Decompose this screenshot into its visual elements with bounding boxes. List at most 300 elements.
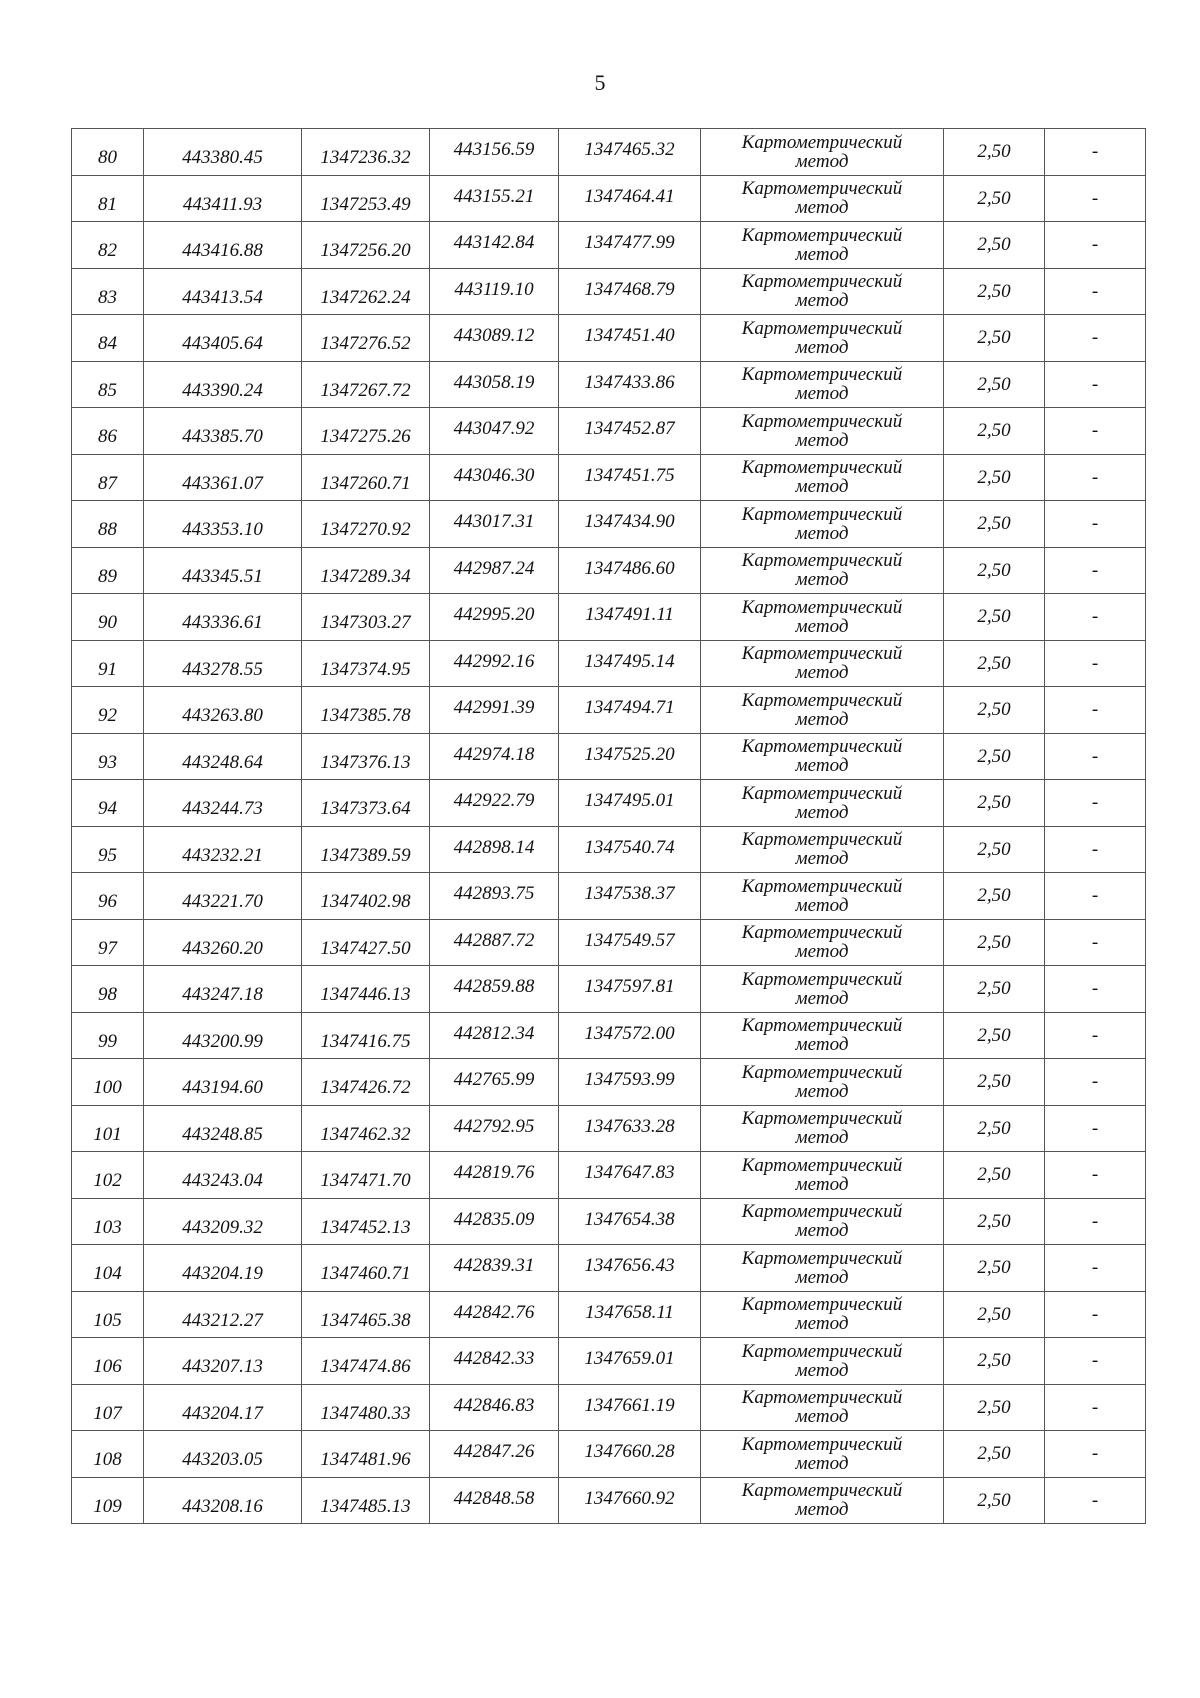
- y2-value: 1347495.01: [584, 790, 675, 812]
- description-cell: [1045, 361, 1146, 408]
- y2-cell: [559, 361, 701, 408]
- accuracy-value: 2,50: [977, 187, 1011, 209]
- accuracy-cell: [944, 733, 1045, 780]
- description-cell: [1045, 454, 1146, 501]
- x1-value: 443405.64: [182, 333, 263, 355]
- accuracy-cell: [944, 1198, 1045, 1245]
- accuracy-value: 2,50: [977, 559, 1011, 581]
- x1-cell: [144, 1431, 302, 1478]
- method-line1: Картометрический: [741, 1061, 903, 1083]
- method-line1: Картометрический: [741, 1108, 903, 1130]
- x1-value: 443244.73: [182, 798, 263, 820]
- table-row: [72, 408, 1146, 455]
- accuracy-cell: [944, 1152, 1045, 1199]
- accuracy-value: 2,50: [977, 1210, 1011, 1232]
- y1-value: 1347253.49: [320, 193, 411, 215]
- x1-value: 443200.99: [182, 1030, 263, 1052]
- x2-cell: [430, 547, 559, 594]
- method-line1: Картометрический: [741, 1201, 903, 1223]
- method-cell: [701, 733, 944, 780]
- description-value: -: [1091, 1303, 1099, 1325]
- x1-cell: [144, 1152, 302, 1199]
- table-row: [72, 547, 1146, 594]
- accuracy-cell: [944, 454, 1045, 501]
- accuracy-cell: [944, 1105, 1045, 1152]
- x1-value: 443203.05: [182, 1449, 263, 1471]
- table-row: [72, 1431, 1146, 1478]
- table-row: [72, 733, 1146, 780]
- description-value: -: [1091, 792, 1099, 814]
- y1-cell: [302, 826, 430, 873]
- x2-value: 443058.19: [453, 371, 535, 393]
- y1-value: 1347303.27: [320, 612, 411, 634]
- y1-cell: [302, 1245, 430, 1292]
- accuracy-cell: [944, 594, 1045, 641]
- point-number: 97: [98, 937, 117, 959]
- x1-value: 443260.20: [182, 937, 263, 959]
- y1-cell: [302, 1059, 430, 1106]
- method-line1: Картометрический: [741, 782, 903, 804]
- x2-cell: [430, 1198, 559, 1245]
- x1-value: 443243.04: [182, 1170, 263, 1192]
- y1-value: 1347270.92: [320, 519, 411, 541]
- y2-cell: [559, 640, 701, 687]
- method-line2: метод: [795, 1127, 849, 1149]
- method-line1: Картометрический: [741, 689, 903, 711]
- point-number: 83: [98, 286, 117, 308]
- table-row: [72, 1152, 1146, 1199]
- method-cell: [701, 594, 944, 641]
- x2-cell: [430, 1431, 559, 1478]
- accuracy-value: 2,50: [977, 978, 1011, 1000]
- description-value: -: [1091, 1257, 1099, 1279]
- method-line1: Картометрический: [741, 829, 903, 851]
- x2-value: 442974.18: [453, 743, 535, 765]
- method-line1: Картометрический: [741, 503, 903, 525]
- method-line1: Картометрический: [741, 1480, 903, 1502]
- y1-value: 1347427.50: [320, 937, 411, 959]
- method-line2: метод: [795, 1359, 849, 1381]
- y2-cell: [559, 129, 701, 176]
- y1-cell: [302, 1198, 430, 1245]
- description-cell: [1045, 1198, 1146, 1245]
- accuracy-value: 2,50: [977, 1443, 1011, 1465]
- description-value: -: [1091, 1164, 1099, 1186]
- method-line2: метод: [795, 941, 849, 963]
- accuracy-value: 2,50: [977, 1489, 1011, 1511]
- method-line2: метод: [795, 755, 849, 777]
- table-row: [72, 919, 1146, 966]
- method-line2: метод: [795, 197, 849, 219]
- description-value: -: [1091, 1396, 1099, 1418]
- point-number: 93: [98, 751, 117, 773]
- point-number-cell: [72, 1338, 144, 1385]
- table-row: [72, 454, 1146, 501]
- y2-value: 1347661.19: [584, 1394, 675, 1416]
- y2-value: 1347647.83: [584, 1162, 675, 1184]
- accuracy-cell: [944, 873, 1045, 920]
- x2-cell: [430, 594, 559, 641]
- accuracy-value: 2,50: [977, 373, 1011, 395]
- y2-cell: [559, 780, 701, 827]
- table-row: [72, 1384, 1146, 1431]
- y1-cell: [302, 547, 430, 594]
- accuracy-cell: [944, 547, 1045, 594]
- description-value: -: [1091, 699, 1099, 721]
- x2-value: 442792.95: [453, 1115, 535, 1137]
- method-line2: метод: [795, 150, 849, 172]
- x1-value: 443204.19: [182, 1263, 263, 1285]
- accuracy-value: 2,50: [977, 327, 1011, 349]
- x1-cell: [144, 268, 302, 315]
- description-cell: [1045, 966, 1146, 1013]
- point-number-cell: [72, 640, 144, 687]
- point-number-cell: [72, 966, 144, 1013]
- method-line1: Картометрический: [741, 410, 903, 432]
- accuracy-value: 2,50: [977, 420, 1011, 442]
- x1-cell: [144, 733, 302, 780]
- x1-value: 443212.27: [182, 1309, 263, 1331]
- method-line2: метод: [795, 383, 849, 405]
- x2-cell: [430, 733, 559, 780]
- x1-value: 443278.55: [182, 658, 263, 680]
- x2-cell: [430, 1291, 559, 1338]
- y1-cell: [302, 1012, 430, 1059]
- x2-value: 442842.33: [453, 1348, 535, 1370]
- table-row: [72, 873, 1146, 920]
- accuracy-value: 2,50: [977, 280, 1011, 302]
- x1-cell: [144, 1012, 302, 1059]
- point-number: 102: [93, 1170, 122, 1192]
- method-line2: метод: [795, 336, 849, 358]
- description-cell: [1045, 1012, 1146, 1059]
- description-cell: [1045, 1291, 1146, 1338]
- method-line2: метод: [795, 429, 849, 451]
- description-value: -: [1091, 187, 1099, 209]
- method-line1: Картометрический: [741, 364, 903, 386]
- y1-value: 1347480.33: [320, 1402, 411, 1424]
- table-row: [72, 361, 1146, 408]
- method-cell: [701, 1105, 944, 1152]
- x1-cell: [144, 175, 302, 222]
- accuracy-value: 2,50: [977, 652, 1011, 674]
- point-number: 94: [98, 798, 117, 820]
- accuracy-value: 2,50: [977, 606, 1011, 628]
- y2-value: 1347549.57: [584, 929, 675, 951]
- method-line1: Картометрический: [741, 224, 903, 246]
- x2-value: 442842.76: [453, 1301, 535, 1323]
- description-value: -: [1091, 885, 1099, 907]
- method-line1: Картометрический: [741, 271, 903, 293]
- x2-value: 442847.26: [453, 1441, 535, 1463]
- point-number-cell: [72, 1245, 144, 1292]
- point-number: 84: [98, 333, 117, 355]
- method-line1: Картометрический: [741, 131, 903, 153]
- x1-cell: [144, 966, 302, 1013]
- x1-cell: [144, 1291, 302, 1338]
- table-body: [72, 129, 1146, 1524]
- y2-value: 1347658.11: [585, 1301, 674, 1323]
- accuracy-cell: [944, 361, 1045, 408]
- description-value: -: [1091, 466, 1099, 488]
- y2-value: 1347465.32: [584, 139, 675, 161]
- point-number-cell: [72, 268, 144, 315]
- y1-value: 1347376.13: [320, 751, 411, 773]
- method-line2: метод: [795, 848, 849, 870]
- description-cell: [1045, 1477, 1146, 1524]
- point-number-cell: [72, 361, 144, 408]
- accuracy-cell: [944, 129, 1045, 176]
- point-number: 87: [98, 472, 117, 494]
- y2-cell: [559, 1291, 701, 1338]
- accuracy-value: 2,50: [977, 1257, 1011, 1279]
- y1-cell: [302, 966, 430, 1013]
- description-value: -: [1091, 606, 1099, 628]
- y2-value: 1347540.74: [584, 836, 675, 858]
- accuracy-cell: [944, 1384, 1045, 1431]
- description-value: -: [1091, 327, 1099, 349]
- y1-cell: [302, 733, 430, 780]
- description-value: -: [1091, 652, 1099, 674]
- y1-cell: [302, 1291, 430, 1338]
- y1-value: 1347256.20: [320, 240, 411, 262]
- x2-cell: [430, 268, 559, 315]
- y2-cell: [559, 1431, 701, 1478]
- method-line2: метод: [795, 569, 849, 591]
- y1-cell: [302, 1105, 430, 1152]
- table-row: [72, 1291, 1146, 1338]
- description-value: -: [1091, 420, 1099, 442]
- method-line2: метод: [795, 522, 849, 544]
- y2-value: 1347494.71: [584, 697, 675, 719]
- description-cell: [1045, 1245, 1146, 1292]
- y2-value: 1347452.87: [584, 418, 675, 440]
- x2-cell: [430, 501, 559, 548]
- description-value: -: [1091, 978, 1099, 1000]
- description-value: -: [1091, 280, 1099, 302]
- point-number-cell: [72, 1152, 144, 1199]
- description-value: -: [1091, 141, 1099, 163]
- x2-cell: [430, 315, 559, 362]
- y1-value: 1347373.64: [320, 798, 411, 820]
- method-cell: [701, 687, 944, 734]
- point-number: 85: [98, 379, 117, 401]
- accuracy-value: 2,50: [977, 1071, 1011, 1093]
- point-number-cell: [72, 1198, 144, 1245]
- x2-value: 442987.24: [453, 557, 535, 579]
- y1-cell: [302, 408, 430, 455]
- description-value: -: [1091, 234, 1099, 256]
- x1-cell: [144, 222, 302, 269]
- method-line1: Картометрический: [741, 875, 903, 897]
- method-line2: метод: [795, 987, 849, 1009]
- table-row: [72, 640, 1146, 687]
- x2-value: 442812.34: [453, 1022, 535, 1044]
- accuracy-cell: [944, 687, 1045, 734]
- x1-value: 443248.85: [182, 1123, 263, 1145]
- y2-cell: [559, 873, 701, 920]
- y2-cell: [559, 547, 701, 594]
- y2-value: 1347597.81: [584, 976, 675, 998]
- point-number: 89: [98, 565, 117, 587]
- method-line1: Картометрический: [741, 1387, 903, 1409]
- y1-cell: [302, 129, 430, 176]
- y2-cell: [559, 1059, 701, 1106]
- method-line2: метод: [795, 476, 849, 498]
- y1-value: 1347426.72: [320, 1077, 411, 1099]
- y1-value: 1347446.13: [320, 984, 411, 1006]
- y1-value: 1347289.34: [320, 565, 411, 587]
- x1-value: 443248.64: [182, 751, 263, 773]
- description-cell: [1045, 175, 1146, 222]
- x2-value: 443017.31: [453, 511, 535, 533]
- y1-value: 1347374.95: [320, 658, 411, 680]
- method-cell: [701, 175, 944, 222]
- method-line2: метод: [795, 615, 849, 637]
- description-value: -: [1091, 1443, 1099, 1465]
- x2-cell: [430, 1152, 559, 1199]
- y2-value: 1347434.90: [584, 511, 675, 533]
- x1-cell: [144, 640, 302, 687]
- accuracy-cell: [944, 1012, 1045, 1059]
- x2-value: 443047.92: [453, 418, 535, 440]
- x1-value: 443221.70: [182, 891, 263, 913]
- table-row: [72, 780, 1146, 827]
- y2-value: 1347656.43: [584, 1255, 675, 1277]
- method-cell: [701, 1384, 944, 1431]
- y2-value: 1347468.79: [584, 278, 675, 300]
- y2-cell: [559, 454, 701, 501]
- table-row: [72, 1198, 1146, 1245]
- point-number-cell: [72, 1384, 144, 1431]
- y1-cell: [302, 594, 430, 641]
- x1-cell: [144, 1338, 302, 1385]
- description-cell: [1045, 780, 1146, 827]
- x1-value: 443353.10: [182, 519, 263, 541]
- method-line2: метод: [795, 290, 849, 312]
- point-number-cell: [72, 547, 144, 594]
- accuracy-cell: [944, 1338, 1045, 1385]
- accuracy-cell: [944, 1059, 1045, 1106]
- x2-cell: [430, 129, 559, 176]
- y2-value: 1347660.28: [584, 1441, 675, 1463]
- x1-value: 443390.24: [182, 379, 263, 401]
- accuracy-cell: [944, 1431, 1045, 1478]
- x1-cell: [144, 594, 302, 641]
- accuracy-cell: [944, 780, 1045, 827]
- description-cell: [1045, 733, 1146, 780]
- description-cell: [1045, 1152, 1146, 1199]
- y1-value: 1347485.13: [320, 1495, 411, 1517]
- x2-cell: [430, 966, 559, 1013]
- method-line2: метод: [795, 1173, 849, 1195]
- x1-cell: [144, 454, 302, 501]
- description-cell: [1045, 873, 1146, 920]
- y1-cell: [302, 1384, 430, 1431]
- method-line1: Картометрический: [741, 1154, 903, 1176]
- description-value: -: [1091, 745, 1099, 767]
- x2-cell: [430, 175, 559, 222]
- point-number-cell: [72, 454, 144, 501]
- point-number: 105: [93, 1309, 122, 1331]
- method-line2: метод: [795, 243, 849, 265]
- point-number-cell: [72, 873, 144, 920]
- y1-cell: [302, 361, 430, 408]
- y2-cell: [559, 594, 701, 641]
- x1-value: 443232.21: [182, 844, 263, 866]
- y1-cell: [302, 919, 430, 966]
- x1-value: 443361.07: [182, 472, 263, 494]
- description-cell: [1045, 547, 1146, 594]
- table-row: [72, 1105, 1146, 1152]
- method-line1: Картометрический: [741, 1340, 903, 1362]
- x2-cell: [430, 919, 559, 966]
- x2-value: 443089.12: [453, 325, 535, 347]
- accuracy-value: 2,50: [977, 1117, 1011, 1139]
- accuracy-value: 2,50: [977, 1303, 1011, 1325]
- x2-cell: [430, 1059, 559, 1106]
- coordinates-table: [71, 128, 1146, 1524]
- method-line2: метод: [795, 662, 849, 684]
- y2-value: 1347525.20: [584, 743, 675, 765]
- description-cell: [1045, 826, 1146, 873]
- x1-cell: [144, 826, 302, 873]
- method-cell: [701, 780, 944, 827]
- x1-cell: [144, 1245, 302, 1292]
- point-number: 99: [98, 1030, 117, 1052]
- x2-cell: [430, 780, 559, 827]
- point-number: 96: [98, 891, 117, 913]
- accuracy-value: 2,50: [977, 1350, 1011, 1372]
- table-row: [72, 1477, 1146, 1524]
- y1-cell: [302, 780, 430, 827]
- description-cell: [1045, 640, 1146, 687]
- method-cell: [701, 315, 944, 362]
- y1-value: 1347262.24: [320, 286, 411, 308]
- method-line2: метод: [795, 1313, 849, 1335]
- accuracy-value: 2,50: [977, 699, 1011, 721]
- y2-cell: [559, 408, 701, 455]
- y2-cell: [559, 222, 701, 269]
- description-cell: [1045, 315, 1146, 362]
- x1-value: 443204.17: [182, 1402, 263, 1424]
- y2-cell: [559, 1105, 701, 1152]
- description-value: -: [1091, 1350, 1099, 1372]
- description-cell: [1045, 1384, 1146, 1431]
- accuracy-cell: [944, 1291, 1045, 1338]
- x2-cell: [430, 1477, 559, 1524]
- x1-cell: [144, 1198, 302, 1245]
- point-number-cell: [72, 594, 144, 641]
- x2-value: 442819.76: [453, 1162, 535, 1184]
- description-cell: [1045, 1431, 1146, 1478]
- accuracy-value: 2,50: [977, 466, 1011, 488]
- accuracy-value: 2,50: [977, 141, 1011, 163]
- x1-cell: [144, 873, 302, 920]
- x2-cell: [430, 826, 559, 873]
- description-value: -: [1091, 1489, 1099, 1511]
- y1-cell: [302, 222, 430, 269]
- method-line1: Картометрический: [741, 968, 903, 990]
- y2-cell: [559, 268, 701, 315]
- y2-value: 1347486.60: [584, 557, 675, 579]
- x1-cell: [144, 315, 302, 362]
- page-number: 5: [594, 70, 606, 95]
- method-line1: Картометрический: [741, 1294, 903, 1316]
- description-cell: [1045, 594, 1146, 641]
- y1-value: 1347460.71: [320, 1263, 411, 1285]
- table-row: [72, 175, 1146, 222]
